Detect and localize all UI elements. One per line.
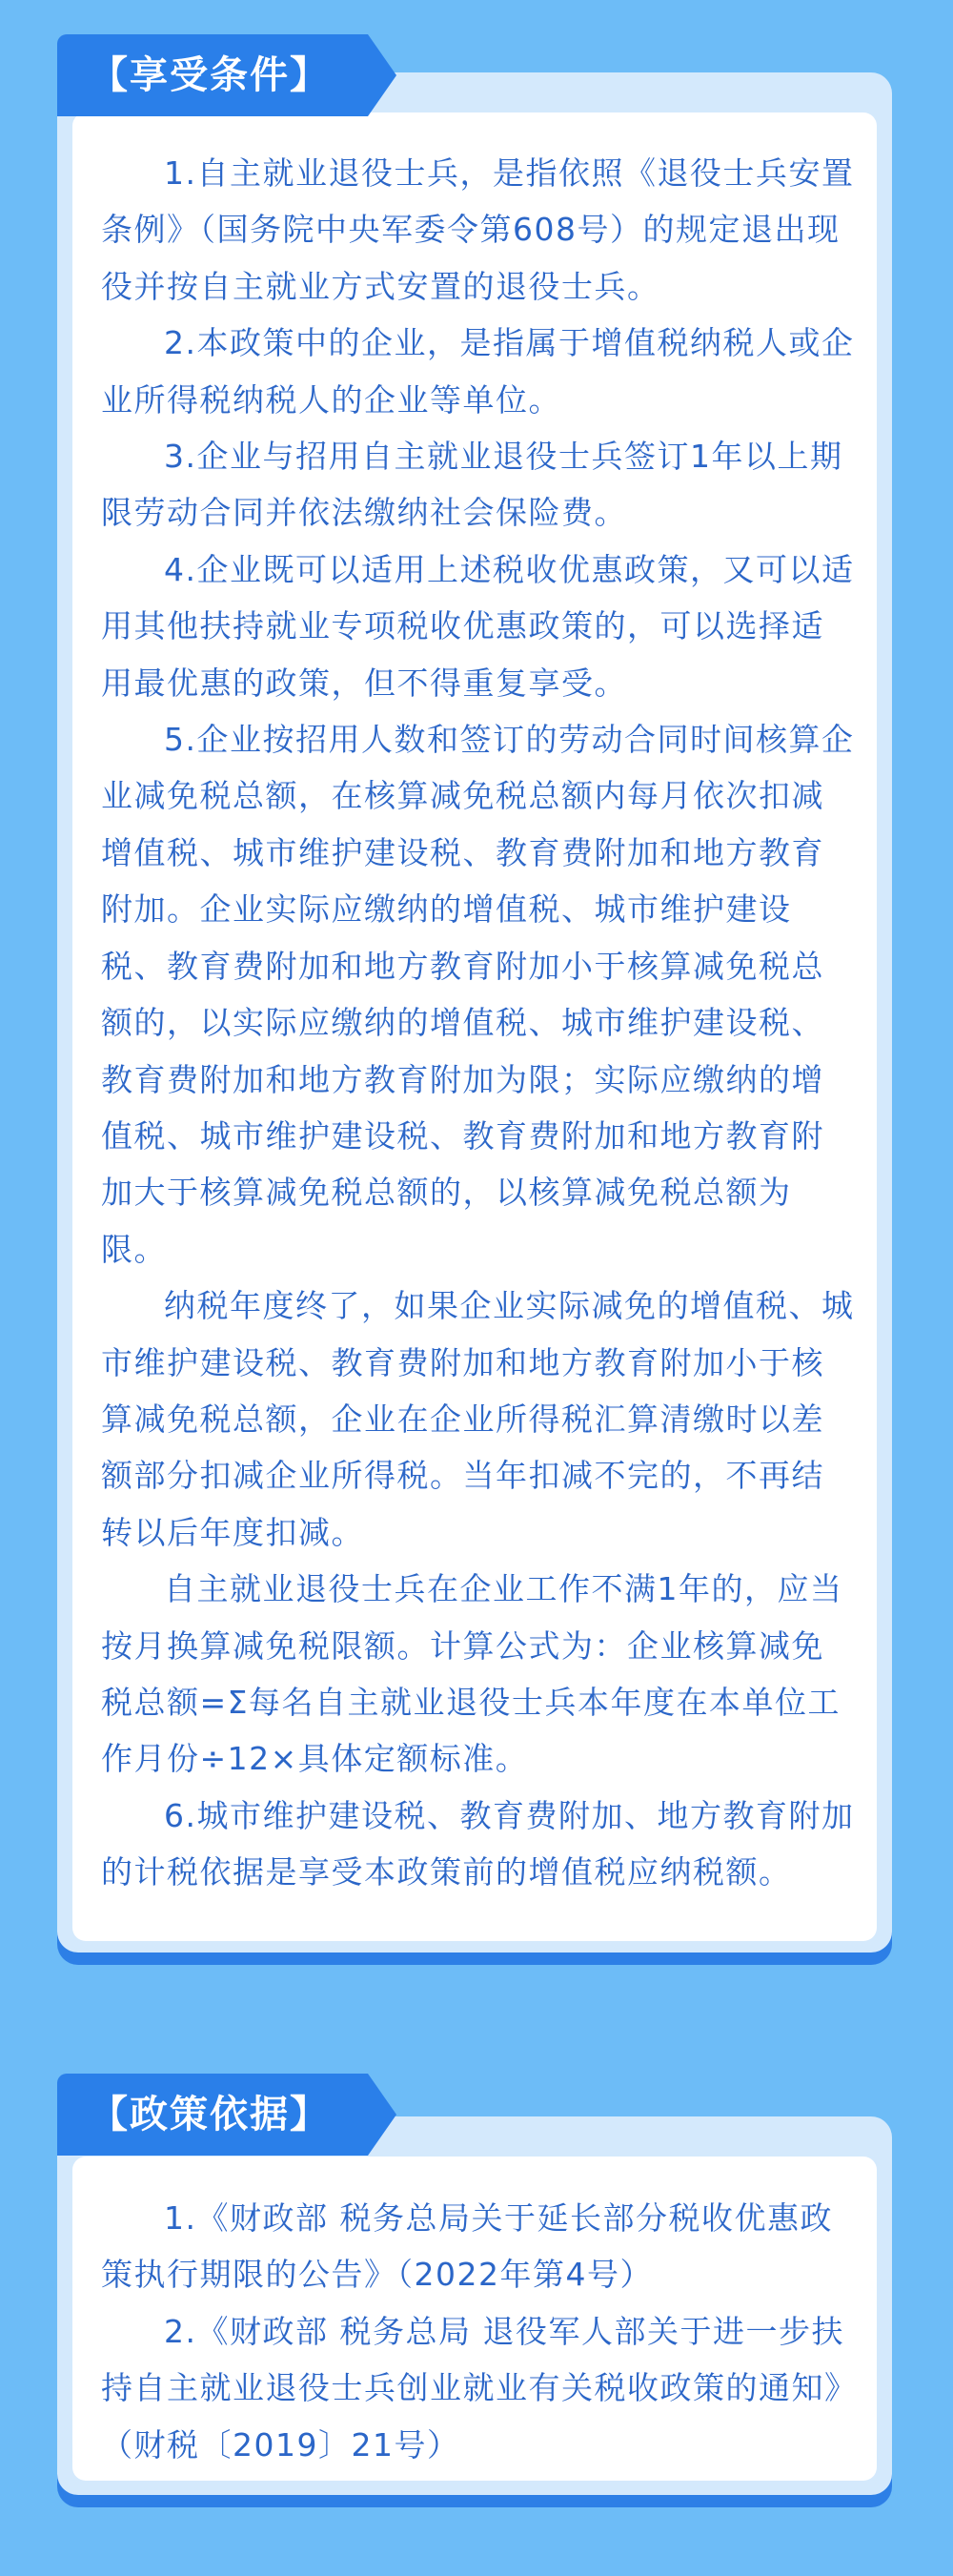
basis-paragraph-1: 1.《财政部 税务总局关于延长部分税收优惠政策执行期限的公告》（2022年第4号） [101,2199,833,2294]
conditions-title: 【享受条件】 [90,53,330,97]
basis-paragraph-2: 2.《财政部 税务总局 退役军人部关于进一步扶持自主就业退役士兵创业就业有关税收政策的通知》（财税〔2019〕21号） [101,2312,844,2464]
conditions-header-tab [57,34,396,116]
condition-paragraph-7: 自主就业退役士兵在企业工作不满1年的，应当按月换算减免税限额。计算公式为：企业核算减免税总额=Σ每名自主就业退役士兵本年度在本单位工作月份÷12×具体定额标准。 [101,1570,843,1778]
condition-paragraph-8: 6.城市维护建设税、教育费附加、地方教育附加的计税依据是享受本政策前的增值税应纳税额。 [101,1796,855,1891]
basis-header-tab [57,2074,396,2156]
basis-title: 【政策依据】 [90,2093,330,2136]
condition-paragraph-2: 2.本政策中的企业，是指属于增值税纳税人或企业所得税纳税人的企业等单位。 [101,324,855,419]
conditions-content [101,145,856,1901]
condition-paragraph-6: 纳税年度终了，如果企业实际减免的增值税、城市维护建设税、教育费附加和地方教育附加小于核算减免税总额，企业在企业所得税汇算清缴时以差额部分扣减企业所得税。当年扣减不完的，不再结转以后年度扣减。 [101,1287,855,1551]
condition-paragraph-4: 4.企业既可以适用上述税收优惠政策，又可以适用其他扶持就业专项税收优惠政策的，可以选择适用最优惠的政策，但不得重复享受。 [101,550,855,702]
basis-content [101,2190,856,2473]
condition-paragraph-1: 1.自主就业退役士兵，是指依照《退役士兵安置条例》（国务院中央军委令第608号）的规定退出现役并按自主就业方式安置的退役士兵。 [101,154,855,305]
condition-paragraph-5: 5.企业按招用人数和签订的劳动合同时间核算企业减免税总额，在核算减免税总额内每月依次扣减增值税、城市维护建设税、教育费附加和地方教育附加。企业实际应缴纳的增值税、城市维护建设税、教育费附加和地方教育附加小于核算减免税总额的，以实际应缴纳的增值税、城市维护建设税、教育费附加和地方教育附加为限；实际应缴纳的增值税、城市维护建设税、教育费附加和地方教育附加大于核算减免税总额的，以核算减免税总额为限。 [101,721,855,1268]
condition-paragraph-3: 3.企业与招用自主就业退役士兵签订1年以上期限劳动合同并依法缴纳社会保险费。 [101,438,843,532]
